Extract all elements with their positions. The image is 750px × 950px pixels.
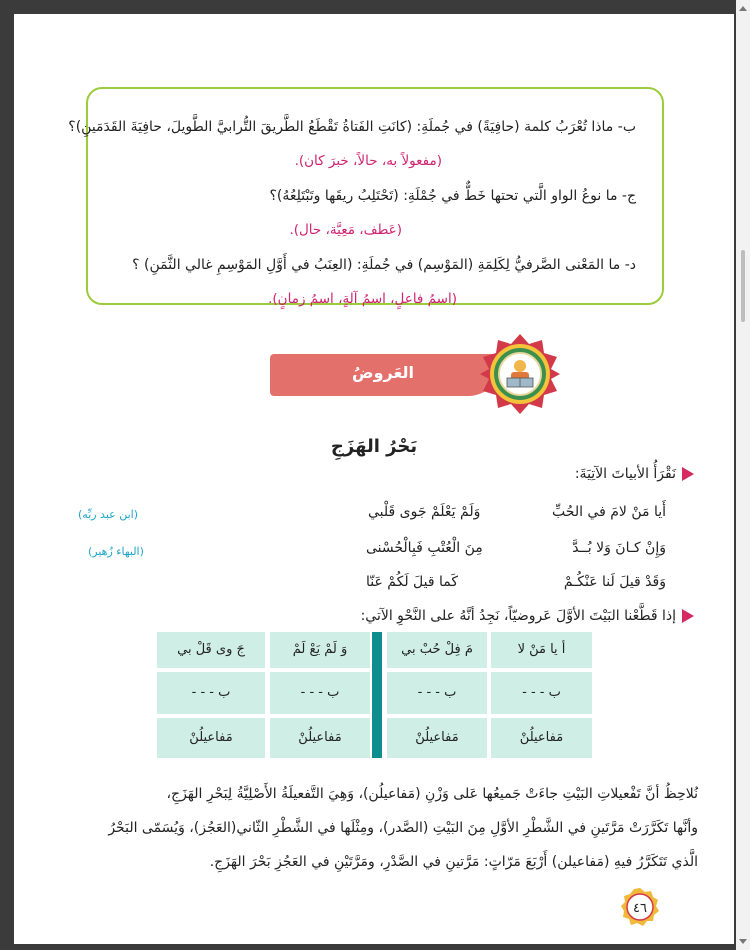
- verse-3-first-half: وَقَدْ قيلَ لَنا عَنْكُـمْ: [563, 574, 666, 590]
- intro-scansion: [361, 608, 694, 624]
- reading-student-emblem-icon: [478, 332, 562, 416]
- scansion-table: [157, 632, 592, 758]
- foot-cell: مَفاعيلُنْ: [270, 718, 370, 758]
- verse-2-first-half: وَإِنْ كـانَ وَلا بُــدَّ: [572, 540, 666, 556]
- question-b: ب- ماذا تُعْرَبُ كلمة (حافِيَةً) في جُملَةِ: (كانَتِ الفَتاةُ تَقْطَعُ الطَّريقَ التُّرابيَّ الطَّويلَ، حافِيَةَ القَدَمَينِ)؟: [68, 119, 636, 135]
- meter-mark-cell: ب - - -: [270, 672, 370, 714]
- foot-cell: مَفاعيلُنْ: [387, 718, 487, 758]
- scroll-down-arrow-icon[interactable]: [739, 939, 747, 944]
- verse-2-second-half: مِنَ الْعُتْبِ فَبِالْحُسْنى: [366, 540, 483, 556]
- answer-b: (مفعولاً به، حالاً، خبرَ كان).: [294, 153, 442, 169]
- section-banner: [270, 354, 502, 396]
- explanation-line-3: الَّذي تَتَكَرَّرُ فيهِ (مَفاعيلن) أَرْبَعَ مَرّاتٍ: مَرَّتينِ في الصَّدْرِ، ومَرَّتَيْنِ في العَجُزِ بَحْرَ الهَزَجِ.: [209, 854, 698, 870]
- foot-cell: مَفاعيلُنْ: [157, 718, 265, 758]
- foot-cell: مَفاعيلُنْ: [491, 718, 592, 758]
- document-page: [14, 14, 734, 944]
- syllable-cell: وَ لَمْ يَعْ لَمْ: [270, 632, 370, 668]
- verse-1-second-half: وَلَمْ يَعْلَمْ جَوى قَلْبي: [368, 504, 481, 520]
- verse-2-poet: (البهاء زُهير): [88, 545, 144, 558]
- answer-d: (اسمُ فاعلٍ، اسمُ آلةٍ، اسمُ زمانٍ).: [268, 291, 457, 307]
- page-number-badge-icon: [620, 887, 660, 927]
- intro-read-verses: [575, 466, 694, 482]
- syllable-cell: جَ وى قَلْ بي: [157, 632, 265, 668]
- syllable-cell: مَ فِلْ حُبْ بي: [387, 632, 487, 668]
- questions-box: [68, 87, 664, 307]
- question-c: ج- ما نوعُ الواو الَّتي تحتها خَطٌّ في جُمْلَةِ: (تَحْتَلِبُ ريقَها وتَبْتَلِعُهُ)؟: [269, 188, 636, 204]
- explanation-line-1: نُلاحِظُ أنَّ تَفْعيلاتِ البَيْتِ جاءَتْ جَميعُها عَلى وَزْنِ (مَفاعيلُن)، وَهِيَ التَّفعيلَةُ الأَصْلِيَّةُ لِبَحْرِ الهَزَجِ،: [166, 786, 698, 802]
- verse-1-poet: (ابن عبد ربِّه): [78, 508, 138, 521]
- section-banner-title: العَروضُ: [352, 363, 414, 382]
- intro-read-verses-text: نَقْرَأُ الأبياتَ الآتِيَةَ:: [574, 466, 676, 482]
- section-heading: بَحْرُ الهَزَجِ: [330, 436, 418, 457]
- intro-scansion-text: إذا قَطَّعْنا البَيْتَ الأوَّلَ عَروضيّاً، نَجِدُ أنَّهُ على النَّحْوِ الآتي:: [360, 608, 676, 624]
- bullet-triangle-icon: [682, 609, 694, 623]
- hemistich-divider: [372, 632, 382, 758]
- meter-mark-cell: ب - - -: [387, 672, 487, 714]
- meter-mark-cell: ب - - -: [491, 672, 592, 714]
- question-d: د- ما المَعْنى الصَّرفيُّ لِكَلِمَةِ (المَوْسِم) في جُملَةِ: (العِنَبُ في أَوَّلِ المَوْسِمِ غالي الثَّمَنِ) ؟: [132, 257, 636, 273]
- explanation-line-2: وأنَّها تَكَرَّرَتْ مَرَّتَينِ في الشَّطْرِ الأوَّلِ مِنَ البَيْتِ (الصَّدر)، ومِثْلَها في الشَّطْرِ الثّاني(العَجُز)، وَيُسَمّى البَحْرُ: [108, 820, 698, 836]
- page-number: ٤٦: [633, 901, 647, 916]
- scroll-thumb[interactable]: [741, 250, 745, 322]
- scroll-up-arrow-icon[interactable]: [739, 6, 747, 11]
- verse-1-first-half: أَيا مَنْ لامَ في الحُبِّ: [552, 504, 666, 520]
- scrollbar[interactable]: [736, 0, 750, 950]
- answer-c: (عَطف، مَعِيَّة، حال).: [289, 222, 402, 238]
- verse-3-second-half: كَما قيلَ لَكُمْ عَنّا: [366, 574, 459, 590]
- meter-mark-cell: ب - - -: [157, 672, 265, 714]
- bullet-triangle-icon: [682, 467, 694, 481]
- syllable-cell: أ يا مَنْ لا: [491, 632, 592, 668]
